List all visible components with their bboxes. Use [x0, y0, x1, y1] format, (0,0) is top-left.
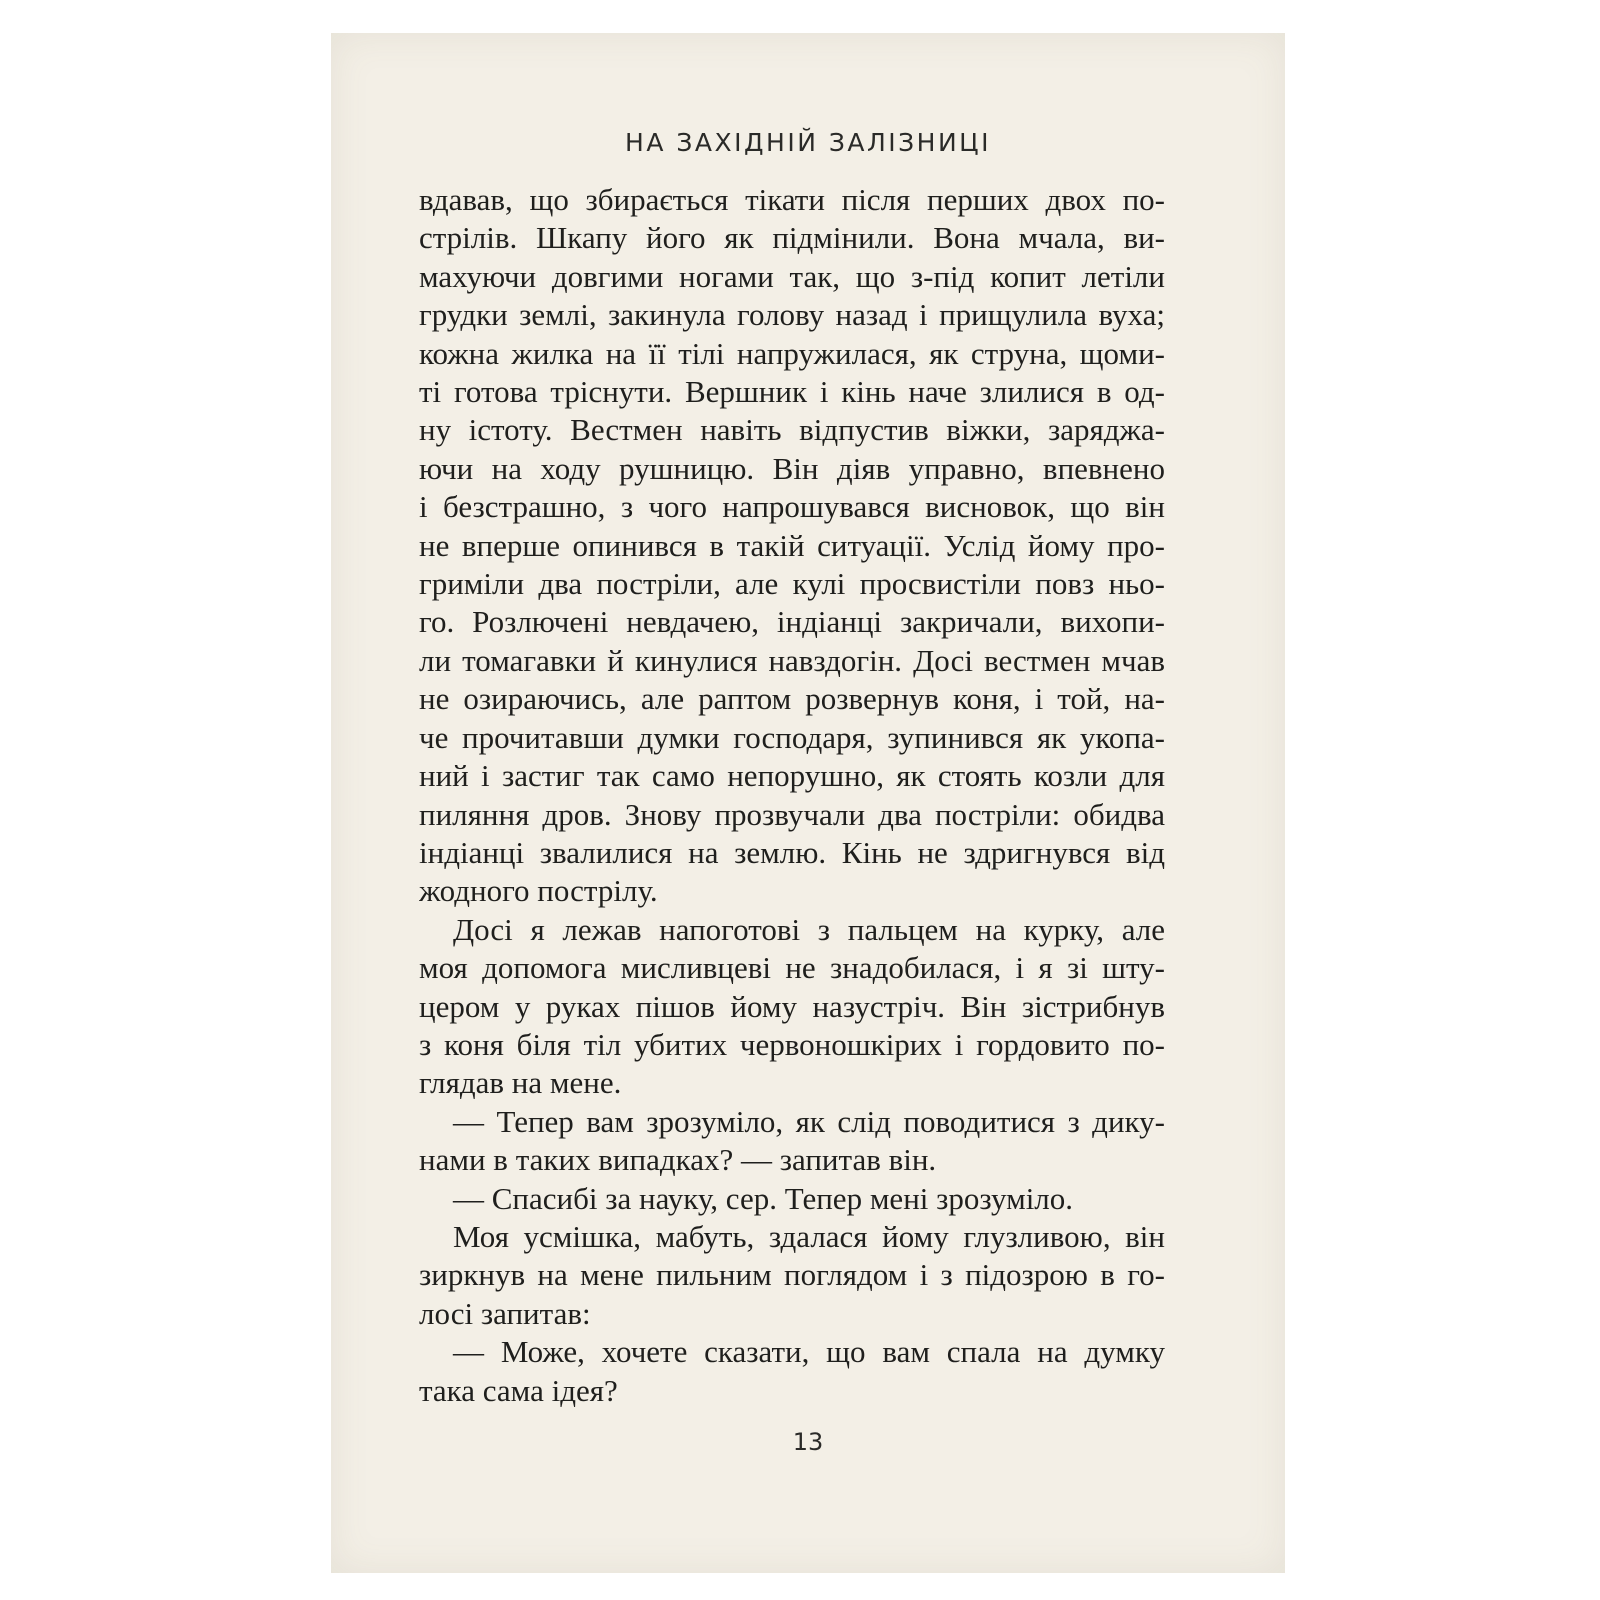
text-line: кожна жилка на її тілі напружилася, як струна, щоми-	[419, 335, 1165, 371]
text-line: така сама ідея?	[419, 1372, 618, 1408]
text-line: пиляння дров. Знову прозвучали два постріли: обидва	[419, 796, 1165, 832]
text-line: ючи на ходу рушницю. Він діяв управно, впевнено	[419, 450, 1165, 486]
text-line: з коня біля тіл убитих червоношкірих і гордовито по-	[419, 1026, 1165, 1062]
text-line: зиркнув на мене пильним поглядом і з підозрою в го-	[419, 1257, 1165, 1293]
text-line: махуючи довгими ногами так, що з-під копит летіли	[419, 258, 1165, 294]
text-line: нами в таких випадках? — запитав він.	[419, 1142, 937, 1178]
text-line: ті готова тріснути. Вершник і кінь наче злилися в од-	[419, 374, 1165, 410]
text-line: цером у руках пішов йому назустріч. Він зістрибнув	[419, 988, 1165, 1024]
text-line: че прочитавши думки господаря, зупинився як укопа-	[419, 719, 1165, 755]
text-line: індіанці звалилися на землю. Кінь не здригнувся від	[419, 834, 1165, 870]
text-line: го. Розлючені невдачею, індіанці закричали, вихопи-	[419, 604, 1165, 640]
text-line: вдавав, що збирається тікати після перших двох по-	[419, 182, 1165, 217]
text-line: жодного пострілу.	[419, 873, 658, 909]
running-head: НА ЗАХІДНІЙ ЗАЛІЗНИЦІ	[625, 128, 991, 157]
text-line: моя допомога мисливцеві не знадобилася, і я зі шту-	[419, 950, 1165, 986]
text-line: не вперше опинився в такій ситуації. Услід йому про-	[419, 527, 1165, 563]
book-page	[331, 33, 1285, 1573]
text-line: — Спасибі за науку, сер. Тепер мені зрозуміло.	[453, 1180, 1074, 1216]
text-line: ну істоту. Вестмен навіть відпустив віжки, заряджа-	[419, 412, 1165, 448]
text-line: лосі запитав:	[419, 1295, 591, 1331]
text-line: — Може, хочете сказати, що вам спала на думку	[453, 1334, 1165, 1370]
text-line: стрілів. Шкапу його як підмінили. Вона мчала, ви-	[419, 220, 1165, 256]
text-line: Моя усмішка, мабуть, здалася йому глузливою, він	[453, 1218, 1165, 1254]
text-line: і безстрашно, з чого напрошувався висновок, що він	[419, 489, 1165, 525]
body-text	[419, 181, 1165, 1410]
text-line: гриміли два постріли, але кулі просвистіли повз ньо-	[419, 566, 1165, 602]
text-line: — Тепер вам зрозуміло, як слід поводитися з дику-	[453, 1103, 1165, 1139]
text-line: ли томагавки й кинулися навздогін. Досі вестмен мчав	[419, 642, 1165, 678]
text-line: не озираючись, але раптом розвернув коня, і той, на-	[419, 681, 1165, 717]
text-line: ний і застиг так само непорушно, як стоять козли для	[419, 758, 1165, 794]
text-line: Досі я лежав напоготові з пальцем на курку, але	[453, 911, 1165, 947]
text-line: грудки землі, закинула голову назад і прищулила вуха;	[419, 297, 1165, 333]
page-number: 13	[792, 1428, 824, 1456]
text-line: глядав на мене.	[419, 1065, 622, 1101]
